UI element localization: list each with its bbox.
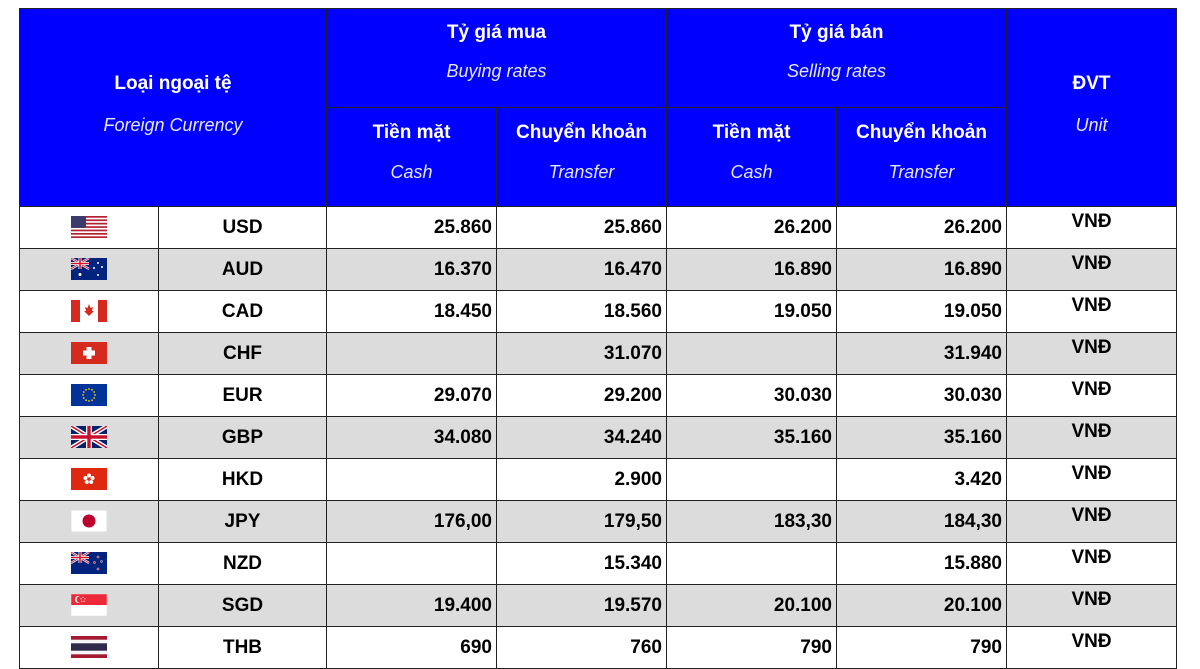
exchange-rate-table xyxy=(19,8,1177,669)
sell-transfer-value: 790 xyxy=(837,627,1007,669)
ch-flag-icon xyxy=(71,343,107,364)
us-flag-icon xyxy=(71,217,107,238)
au-flag-icon xyxy=(71,259,107,280)
flag-cell xyxy=(20,375,159,417)
currency-code: HKD xyxy=(159,459,327,501)
sell-transfer-value: 26.200 xyxy=(837,207,1007,249)
unit-value: VNĐ xyxy=(1007,543,1177,585)
currency-code: GBP xyxy=(159,417,327,459)
table-row xyxy=(20,333,1177,375)
flag-cell xyxy=(20,207,159,249)
sell-transfer-value: 20.100 xyxy=(837,585,1007,627)
currency-code: CHF xyxy=(159,333,327,375)
transfer-label-vi: Chuyển khoản xyxy=(856,122,987,143)
sell-cash-value xyxy=(667,333,837,375)
currency-code: CAD xyxy=(159,291,327,333)
sell-transfer-value: 3.420 xyxy=(837,459,1007,501)
buy-transfer-value: 19.570 xyxy=(497,585,667,627)
unit-value: VNĐ xyxy=(1007,291,1177,333)
flag-cell xyxy=(20,291,159,333)
buy-cash-value xyxy=(327,543,497,585)
buy-cash-value: 176,00 xyxy=(327,501,497,543)
sell-transfer-value: 30.030 xyxy=(837,375,1007,417)
sell-cash-value: 16.890 xyxy=(667,249,837,291)
sell-cash-value: 790 xyxy=(667,627,837,669)
sell-transfer-value: 31.940 xyxy=(837,333,1007,375)
table-row xyxy=(20,417,1177,459)
buy-cash-header xyxy=(327,108,497,207)
currency-code: NZD xyxy=(159,543,327,585)
sg-flag-icon xyxy=(71,595,107,616)
buy-transfer-value: 15.340 xyxy=(497,543,667,585)
table-row xyxy=(20,501,1177,543)
buy-transfer-header xyxy=(497,108,667,207)
unit-value: VNĐ xyxy=(1007,417,1177,459)
sell-transfer-value: 16.890 xyxy=(837,249,1007,291)
buy-transfer-value: 760 xyxy=(497,627,667,669)
sell-transfer-header xyxy=(837,108,1007,207)
currency-code: AUD xyxy=(159,249,327,291)
table-row xyxy=(20,543,1177,585)
sell-cash-value: 26.200 xyxy=(667,207,837,249)
transfer-label-en: Transfer xyxy=(548,162,615,182)
buy-cash-value xyxy=(327,459,497,501)
unit-value: VNĐ xyxy=(1007,585,1177,627)
buy-transfer-value: 25.860 xyxy=(497,207,667,249)
sell-transfer-value: 35.160 xyxy=(837,417,1007,459)
unit-value: VNĐ xyxy=(1007,375,1177,417)
sell-cash-value: 35.160 xyxy=(667,417,837,459)
foreign-currency-label-en: Foreign Currency xyxy=(103,115,243,135)
buy-transfer-value: 2.900 xyxy=(497,459,667,501)
unit-value: VNĐ xyxy=(1007,501,1177,543)
ca-flag-icon xyxy=(71,301,107,322)
flag-cell xyxy=(20,543,159,585)
flag-cell xyxy=(20,585,159,627)
foreign-currency-header xyxy=(20,9,327,207)
table-row xyxy=(20,249,1177,291)
buying-rates-label-en: Buying rates xyxy=(446,61,547,81)
jp-flag-icon xyxy=(71,511,107,532)
currency-code: JPY xyxy=(159,501,327,543)
flag-cell xyxy=(20,333,159,375)
sell-transfer-value: 19.050 xyxy=(837,291,1007,333)
table-row xyxy=(20,291,1177,333)
flag-cell xyxy=(20,459,159,501)
unit-value: VNĐ xyxy=(1007,333,1177,375)
unit-header xyxy=(1007,9,1177,207)
th-flag-icon xyxy=(71,637,107,658)
table-row xyxy=(20,207,1177,249)
currency-code: THB xyxy=(159,627,327,669)
buying-rates-label-vi: Tỷ giá mua xyxy=(446,22,547,43)
table-row xyxy=(20,459,1177,501)
nz-flag-icon xyxy=(71,553,107,574)
unit-value: VNĐ xyxy=(1007,249,1177,291)
buy-transfer-value: 29.200 xyxy=(497,375,667,417)
transfer-label-vi: Chuyển khoản xyxy=(516,122,647,143)
unit-label-en: Unit xyxy=(1075,115,1108,135)
sell-cash-value: 19.050 xyxy=(667,291,837,333)
sell-transfer-value: 184,30 xyxy=(837,501,1007,543)
sell-transfer-value: 15.880 xyxy=(837,543,1007,585)
buy-transfer-value: 179,50 xyxy=(497,501,667,543)
sell-cash-value xyxy=(667,543,837,585)
buy-cash-value: 29.070 xyxy=(327,375,497,417)
flag-cell xyxy=(20,417,159,459)
table-row xyxy=(20,375,1177,417)
unit-label-vi: ĐVT xyxy=(1072,73,1111,94)
cash-label-en: Cash xyxy=(730,162,773,182)
eu-flag-icon xyxy=(71,385,107,406)
hk-flag-icon xyxy=(71,469,107,490)
sell-cash-value: 20.100 xyxy=(667,585,837,627)
flag-cell xyxy=(20,501,159,543)
buy-cash-value: 690 xyxy=(327,627,497,669)
buy-cash-value xyxy=(327,333,497,375)
transfer-label-en: Transfer xyxy=(888,162,955,182)
buy-transfer-value: 16.470 xyxy=(497,249,667,291)
buy-cash-value: 16.370 xyxy=(327,249,497,291)
cash-label-vi: Tiền mặt xyxy=(372,122,451,143)
buy-cash-value: 18.450 xyxy=(327,291,497,333)
flag-cell xyxy=(20,627,159,669)
selling-rates-header xyxy=(667,9,1007,108)
currency-code: EUR xyxy=(159,375,327,417)
sell-cash-value xyxy=(667,459,837,501)
unit-value: VNĐ xyxy=(1007,627,1177,669)
gb-flag-icon xyxy=(71,427,107,448)
selling-rates-label-vi: Tỷ giá bán xyxy=(789,22,884,43)
unit-value: VNĐ xyxy=(1007,207,1177,249)
table-row xyxy=(20,627,1177,669)
currency-code: USD xyxy=(159,207,327,249)
sell-cash-header xyxy=(667,108,837,207)
buy-transfer-value: 31.070 xyxy=(497,333,667,375)
buy-transfer-value: 18.560 xyxy=(497,291,667,333)
selling-rates-label-en: Selling rates xyxy=(786,61,887,81)
sell-cash-value: 183,30 xyxy=(667,501,837,543)
cash-label-vi: Tiền mặt xyxy=(712,122,791,143)
unit-value: VNĐ xyxy=(1007,459,1177,501)
buy-cash-value: 25.860 xyxy=(327,207,497,249)
table-row xyxy=(20,585,1177,627)
sell-cash-value: 30.030 xyxy=(667,375,837,417)
cash-label-en: Cash xyxy=(390,162,433,182)
buy-transfer-value: 34.240 xyxy=(497,417,667,459)
buying-rates-header xyxy=(327,9,667,108)
buy-cash-value: 19.400 xyxy=(327,585,497,627)
currency-code: SGD xyxy=(159,585,327,627)
flag-cell xyxy=(20,249,159,291)
foreign-currency-label-vi: Loại ngoại tệ xyxy=(114,73,232,94)
buy-cash-value: 34.080 xyxy=(327,417,497,459)
